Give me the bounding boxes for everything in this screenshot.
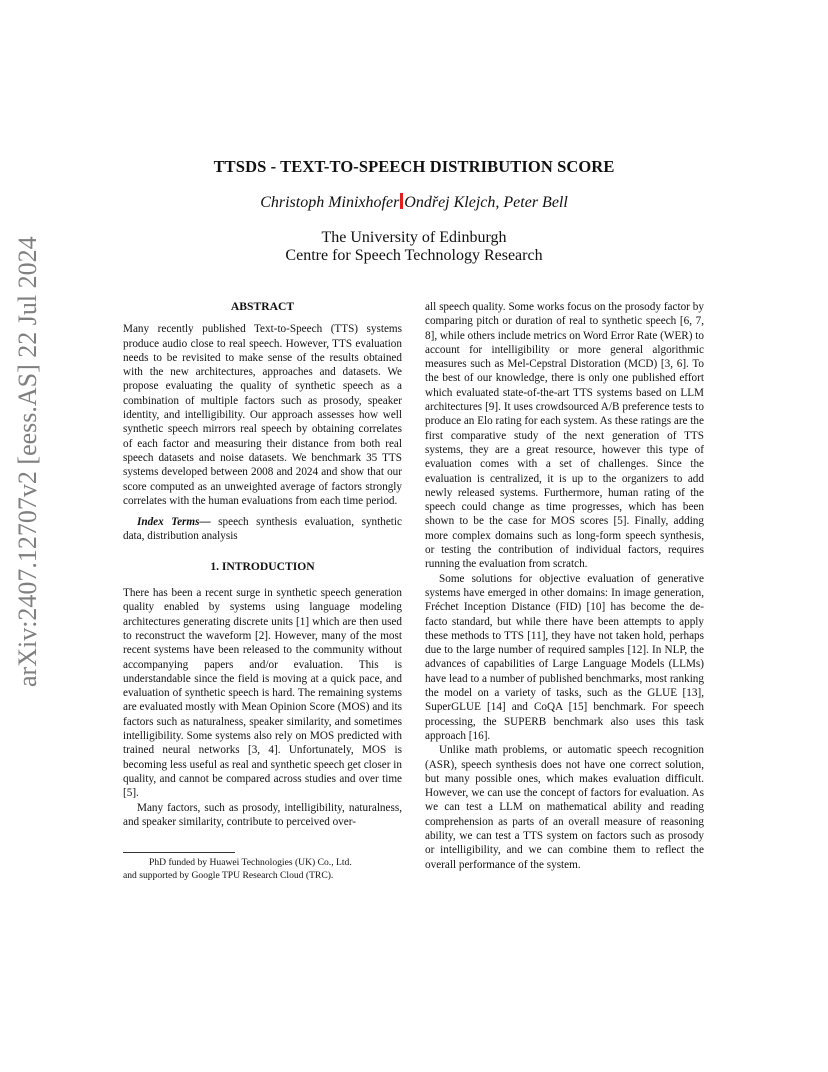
intro-paragraph-4: Unlike math problems, or automatic speech recognition (ASR), speech synthesis does not have one correct solution, but many possible ones, which makes evaluation difficult. However, we can use the concept of factors for evaluation. As we can test a LLM on mathematical ability and reading comprehension as parts of an overall measure of reasoning ability, we can test a TTS system on factors such as prosody or intelligibility, and we can combine them to reflect the overall performance of the system.	[425, 744, 704, 871]
left-column	[123, 300, 402, 829]
footnote-line-1: PhD funded by Huawei Technologies (UK) Co., Ltd.	[149, 857, 352, 868]
paper-title: TTSDS - TEXT-TO-SPEECH DISTRIBUTION SCORE	[213, 157, 615, 176]
intro-paragraph-2-start: Many factors, such as prosody, intelligibility, naturalness, and speaker similarity, contribute to perceived over-	[123, 801, 402, 828]
arxiv-identifier: arXiv:2407.12707v2 [eess.AS] 22 Jul 2024	[13, 236, 42, 687]
abstract-text: Many recently published Text-to-Speech (TTS) systems produce audio close to real speech. However, TTS evaluation needs to be revisited to make sense of the results obtained with the new architectures, approaches and datasets. We propose evaluating the quality of synthetic speech as a combination of multiple factors such as prosody, speaker identity, and intelligibility. Our approach assesses how well synthetic speech mirrors real speech by obtaining correlates of each factor and measuring their distance from both real speech datasets and noise datasets. We benchmark 35 TTS systems developed between 2008 and 2024 and show that our score computed as an unweighted average of factors strongly correlates with the human evaluations from each time period.	[123, 323, 402, 507]
author-list	[0, 193, 828, 212]
affiliation-centre: Centre for Speech Technology Research	[285, 247, 543, 264]
intro-paragraph-2-continued: all speech quality. Some works focus on the prosody factor by comparing pitch or duration of real to synthetic speech [6, 7, 8], while others include metrics on Word Error Rate (WER) to account for intelligibility or more general algorithmic measures such as Mel-Cepstral Distoration (MCD) [3, 6]. To the best of our knowledge, there is only one published effort which evaluated state-of-the-art TTS systems based on LLM architectures [9]. It uses crowdsourced A/B preference tests to produce an Elo rating for each system. As these ratings are the first comparative study of the next generation of TTS systems, they are a great resource, however this type of evaluation comes with a set of challenges. Since the evaluation is centralized, it is up to the organizers to add newly released systems. Furthermore, human rating of the speech could change as time progresses, which has been shown to be the case for MOS scores [5]. Finally, adding more complex domains such as long-form speech synthesis, or testing the contribution of individual factors, requires running the evaluation from scratch.	[425, 301, 704, 571]
index-terms-label: Index Terms—	[137, 516, 211, 529]
footnote-link-marker[interactable]	[400, 193, 403, 209]
section-heading: 1. INTRODUCTION	[210, 559, 315, 573]
co-authors: Ondřej Klejch, Peter Bell	[404, 194, 568, 211]
footnote	[123, 857, 402, 882]
intro-paragraph-3: Some solutions for objective evaluation of generative systems have emerged in other domains: In image generation, Fréchet Inception Distance (FID) [10] has become the de-facto standard, but while there have been attempts to apply these methods to TTS [11], they have not taken hold, perhaps due to the large number of required samples [12]. In NLP, the advances of capabilities of Large Language Models (LLMs) have lead to a number of published benchmarks, most ranking the model on a variety of tasks, such as the GLUE [13], SuperGLUE [14] and CoQA [15] benchmark. For speech processing, the SUPERB benchmark also uses this task approach [16].	[425, 572, 704, 742]
author-name: Christoph Minixhofer	[260, 194, 400, 211]
footnote-line-2: and supported by Google TPU Research Cloud (TRC).	[123, 869, 334, 881]
right-column	[425, 300, 704, 872]
index-terms-text: speech synthesis evaluation, synthetic data, distribution analysis	[123, 516, 402, 543]
intro-paragraph-1: There has been a recent surge in synthetic speech generation quality enabled by systems using language modeling architectures generating discrete units [1] which are then used to reconstruct the waveform [2]. However, many of the most recent systems have been released to the community without accompanying papers and/or evaluation. This is understandable since the field is moving at a quick pace, and evaluation of synthetic speech is hard. The remaining systems are evaluated mostly with Mean Opinion Score (MOS) and its factors such as naturalness, speaker similarity, and sometimes intelligibility. Some systems also rely on MOS predicted with trained neural networks [3, 4]. Unfortunately, MOS is becoming less useful as real and synthetic speech get closer in quality, and cannot be compared across studies and over time [5].	[123, 587, 402, 800]
abstract-heading: ABSTRACT	[230, 300, 295, 313]
affiliation-university: The University of Edinburgh	[321, 229, 507, 246]
footnote-rule	[123, 852, 235, 853]
index-terms	[123, 515, 402, 544]
